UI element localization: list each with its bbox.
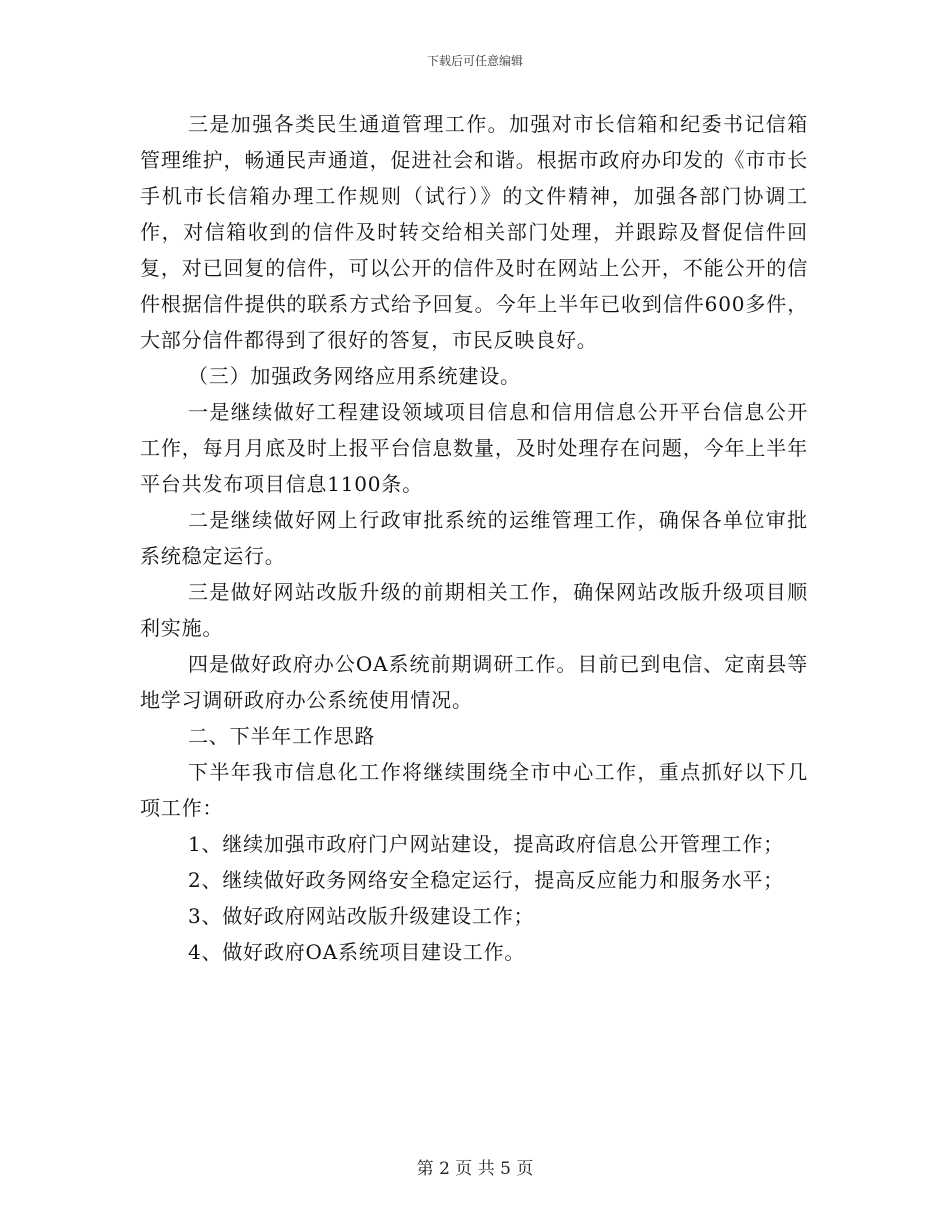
page-number: 第 2 页 共 5 页 — [416, 1159, 534, 1179]
document-body — [140, 106, 808, 970]
paragraph-project-info-platform: 一是继续做好工程建设领域项目信息和信用信息公开平台信息公开工作，每月月底及时上报平台信息数量，及时处理存在问题，今年上半年平台共发布项目信息1100条。 — [140, 400, 808, 496]
section-heading-network-apps: （三）加强政务网络应用系统建设。 — [188, 364, 521, 388]
paragraph-approval-system: 二是继续做好网上行政审批系统的运维管理工作，确保各单位审批系统稳定运行。 — [140, 508, 808, 568]
list-item-network-security: 2、继续做好政务网络安全稳定运行，提高反应能力和服务水平； — [188, 868, 784, 892]
list-item-oa-project: 4、做好政府OA系统项目建设工作。 — [188, 940, 526, 964]
list-item-website-upgrade: 3、做好政府网站改版升级建设工作； — [188, 904, 535, 928]
section-heading-second-half-plan: 二、下半年工作思路 — [188, 724, 376, 748]
paragraph-letterbox-management: 三是加强各类民生通道管理工作。加强对市长信箱和纪委书记信箱管理维护，畅通民声通道，促进社会和谐。根据市政府办印发的《市市长手机市长信箱办理工作规则（试行）》的文件精神，加强各部门协调工作，对信箱收到的信件及时转交给相关部门处理，并跟踪及督促信件回复，对已回复的信件，可以公开的信件及时在网站上公开，不能公开的信件根据信件提供的联系方式给予回复。今年上半年已收到信件600多件，大部分信件都得到了很好的答复，市民反映良好。 — [140, 112, 808, 352]
paragraph-plan-intro: 下半年我市信息化工作将继续围绕全市中心工作，重点抓好以下几项工作： — [140, 760, 808, 820]
paragraph-oa-research: 四是做好政府办公OA系统前期调研工作。目前已到电信、定南县等地学习调研政府办公系统使用情况。 — [140, 652, 808, 712]
list-item-portal-construction: 1、继续加强市政府门户网站建设，提高政府信息公开管理工作； — [188, 832, 784, 856]
page-header: 下载后可任意编辑 — [426, 54, 523, 68]
paragraph-website-upgrade: 三是做好网站改版升级的前期相关工作，确保网站改版升级项目顺利实施。 — [140, 580, 808, 640]
